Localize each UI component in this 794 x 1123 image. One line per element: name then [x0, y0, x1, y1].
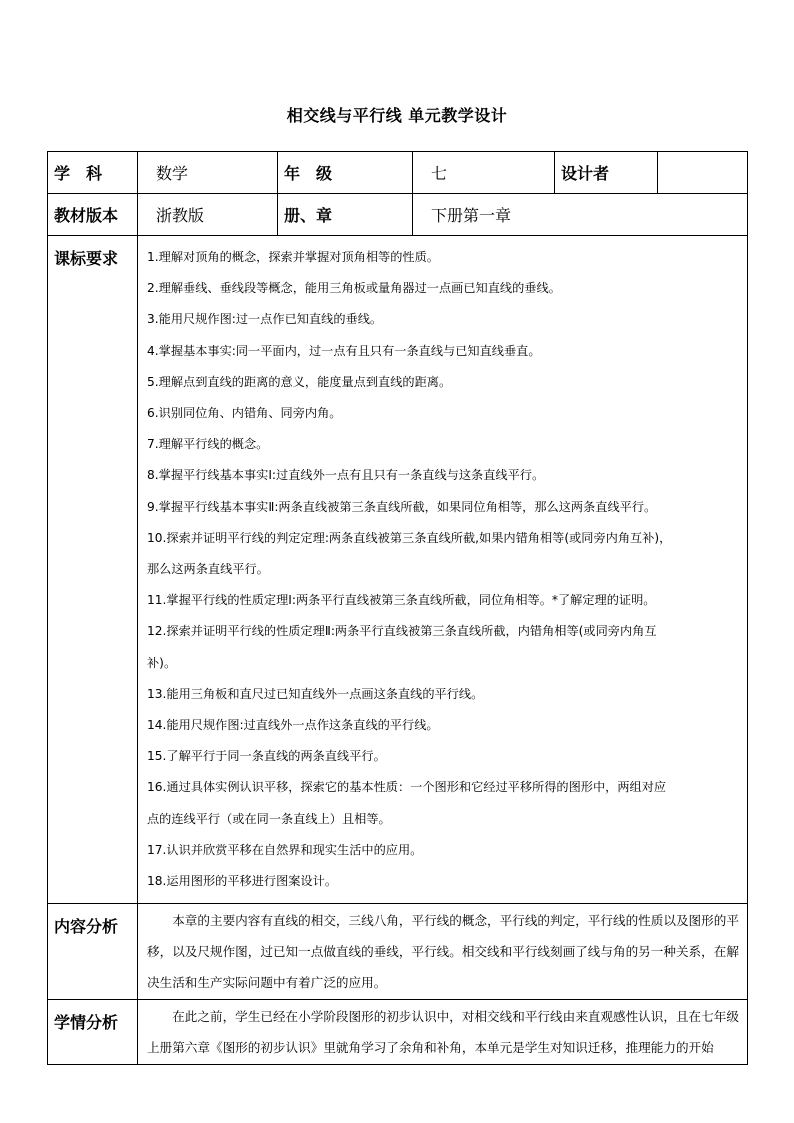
- list-item: 18.运用图形的平移进行图案设计。: [147, 874, 338, 889]
- student-analysis-label: 学情分析: [48, 1000, 138, 1065]
- list-item: 13.能用三角板和直尺过已知直线外一点画这条直线的平行线。: [147, 686, 484, 701]
- designer-label: 设计者: [555, 152, 658, 194]
- list-item: 7.理解平行线的概念。: [147, 437, 269, 452]
- list-item: 点的连线平行（或在同一条直线上）且相等。: [147, 811, 391, 826]
- edition-label: 教材版本: [48, 194, 138, 236]
- list-item: 16.通过具体实例认识平移，探索它的基本性质：一个图形和它经过平移所得的图形中，两组对应: [147, 780, 667, 795]
- grade-label: 年 级: [278, 152, 413, 194]
- subject-label: 学 科: [48, 152, 138, 194]
- chapter-label: 册、章: [278, 194, 413, 236]
- content-analysis-label: 内容分析: [48, 904, 138, 1000]
- list-item: 1.理解对顶角的概念，探索并掌握对顶角相等的性质。: [147, 250, 439, 264]
- list-item: 补)。: [147, 655, 177, 670]
- curriculum-row: [48, 236, 748, 904]
- list-item: 2.理解垂线、垂线段等概念，能用三角板或量角器过一点画已知直线的垂线。: [147, 281, 561, 296]
- curriculum-list: [138, 236, 748, 904]
- list-item: 3.能用尺规作图:过一点作已知直线的垂线。: [147, 312, 383, 327]
- list-item: 6.识别同位角、内错角、同旁内角。: [147, 406, 342, 421]
- list-item: 10.探索并证明平行线的判定定理:两条直线被第三条直线所截,如果内错角相等(或同旁内角互补)，: [147, 530, 672, 545]
- list-item: 9.掌握平行线基本事实Ⅱ:两条直线被第三条直线所截，如果同位角相等，那么这两条直线平行。: [147, 499, 657, 514]
- list-item: 11.掌握平行线的性质定理Ⅰ:两条平行直线被第三条直线所截，同位角相等。*了解定理的证明。: [147, 593, 656, 608]
- design-table: [47, 151, 748, 1065]
- list-item: 8.掌握平行线基本事实Ⅰ:过直线外一点有且只有一条直线与这条直线平行。: [147, 468, 545, 483]
- header-row-1: [48, 152, 748, 194]
- list-item: 14.能用尺规作图:过直线外一点作这条直线的平行线。: [147, 718, 439, 733]
- header-row-2: [48, 194, 748, 236]
- content-analysis-text: 本章的主要内容有直线的相交，三线八角，平行线的概念，平行线的判定，平行线的性质以及图形的平移，以及尺规作图，过已知一点做直线的垂线，平行线。相交线和平行线刻画了线与角的另一种关系，在解决生活和生产实际问题中有着广泛的应用。: [138, 904, 748, 1000]
- student-analysis-row: [48, 1000, 748, 1065]
- list-item: 15.了解平行于同一条直线的两条直线平行。: [147, 749, 386, 764]
- page-title: 相交线与平行线 单元教学设计: [286, 106, 508, 125]
- edition-value: 浙教版: [138, 194, 278, 236]
- grade-value: 七: [413, 152, 555, 194]
- curriculum-label: 课标要求: [48, 236, 138, 904]
- designer-value: [658, 152, 748, 194]
- content-analysis-row: [48, 904, 748, 1000]
- list-item: 17.认识并欣赏平移在自然界和现实生活中的应用。: [147, 842, 423, 857]
- list-item: 12.探索并证明平行线的性质定理Ⅱ:两条平行直线被第三条直线所截，内错角相等(或同旁内角互: [147, 624, 657, 639]
- list-item: 那么这两条直线平行。: [147, 562, 269, 577]
- list-item: 5.理解点到直线的距离的意义，能度量点到直线的距离。: [147, 374, 452, 389]
- student-analysis-text: 在此之前，学生已经在小学阶段图形的初步认识中，对相交线和平行线由来直观感性认识，且在七年级上册第六章《图形的初步认识》里就角学习了余角和补角，本单元是学生对知识迁移，推理能力的开始: [138, 1000, 748, 1065]
- subject-value: 数学: [138, 152, 278, 194]
- chapter-value: 下册第一章: [413, 194, 748, 236]
- list-item: 4.掌握基本事实:同一平面内，过一点有且只有一条直线与已知直线垂直。: [147, 343, 541, 358]
